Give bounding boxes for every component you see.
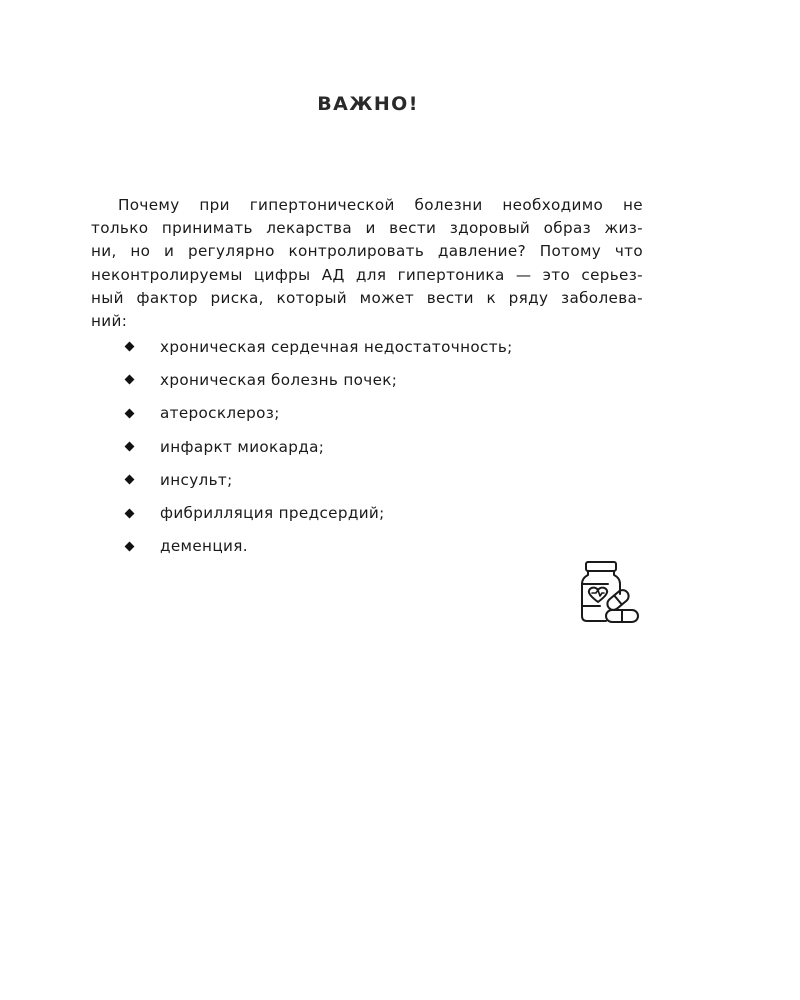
diamond-bullet-icon	[125, 342, 135, 352]
list-item	[125, 530, 513, 563]
list-item-text: инфаркт миокарда;	[160, 437, 325, 456]
list-item	[125, 397, 513, 430]
diamond-bullet-icon	[125, 442, 135, 452]
intro-paragraph	[91, 194, 643, 333]
diamond-bullet-icon	[125, 408, 135, 418]
disease-list	[125, 330, 513, 563]
paragraph-line: Почему при гипертонической болезни необходимо не	[118, 196, 643, 214]
paragraph-line: ний:	[91, 312, 128, 331]
list-item-text: инсульт;	[160, 470, 233, 489]
paragraph-line: ный фактор риска, который может вести к ряду заболева-	[91, 288, 643, 307]
diamond-bullet-icon	[125, 375, 135, 385]
list-item-text: фибрилляция предсердий;	[160, 504, 385, 523]
diamond-bullet-icon	[125, 541, 135, 551]
diamond-bullet-icon	[125, 508, 135, 518]
list-item-text: хроническая сердечная недостаточность;	[160, 337, 513, 356]
list-item	[125, 430, 513, 463]
page-heading: ВАЖНО!	[317, 93, 419, 115]
list-item	[125, 496, 513, 529]
list-item-text: хроническая болезнь почек;	[160, 370, 398, 389]
round-tablet-icon	[606, 610, 638, 622]
pulse-line-icon	[592, 590, 604, 596]
paragraph-line: только принимать лекарства и вести здоровый образ жиз-	[91, 219, 643, 238]
list-item	[125, 363, 513, 396]
bottle-body-shape	[582, 571, 606, 621]
diamond-bullet-icon	[125, 475, 135, 485]
list-item-text: атеросклероз;	[160, 404, 280, 423]
medicine-bottle-icon	[578, 560, 642, 626]
paragraph-line: ни, но и регулярно контролировать давление? Потому что	[91, 242, 643, 261]
list-item-text: деменция.	[160, 537, 248, 556]
capsule-pill-icon	[605, 588, 631, 613]
bottle-cap-shape	[586, 562, 616, 571]
paragraph-line: неконтролируемы цифры АД для гипертоника — это серьез-	[91, 265, 643, 284]
list-item	[125, 463, 513, 496]
list-item	[125, 330, 513, 363]
